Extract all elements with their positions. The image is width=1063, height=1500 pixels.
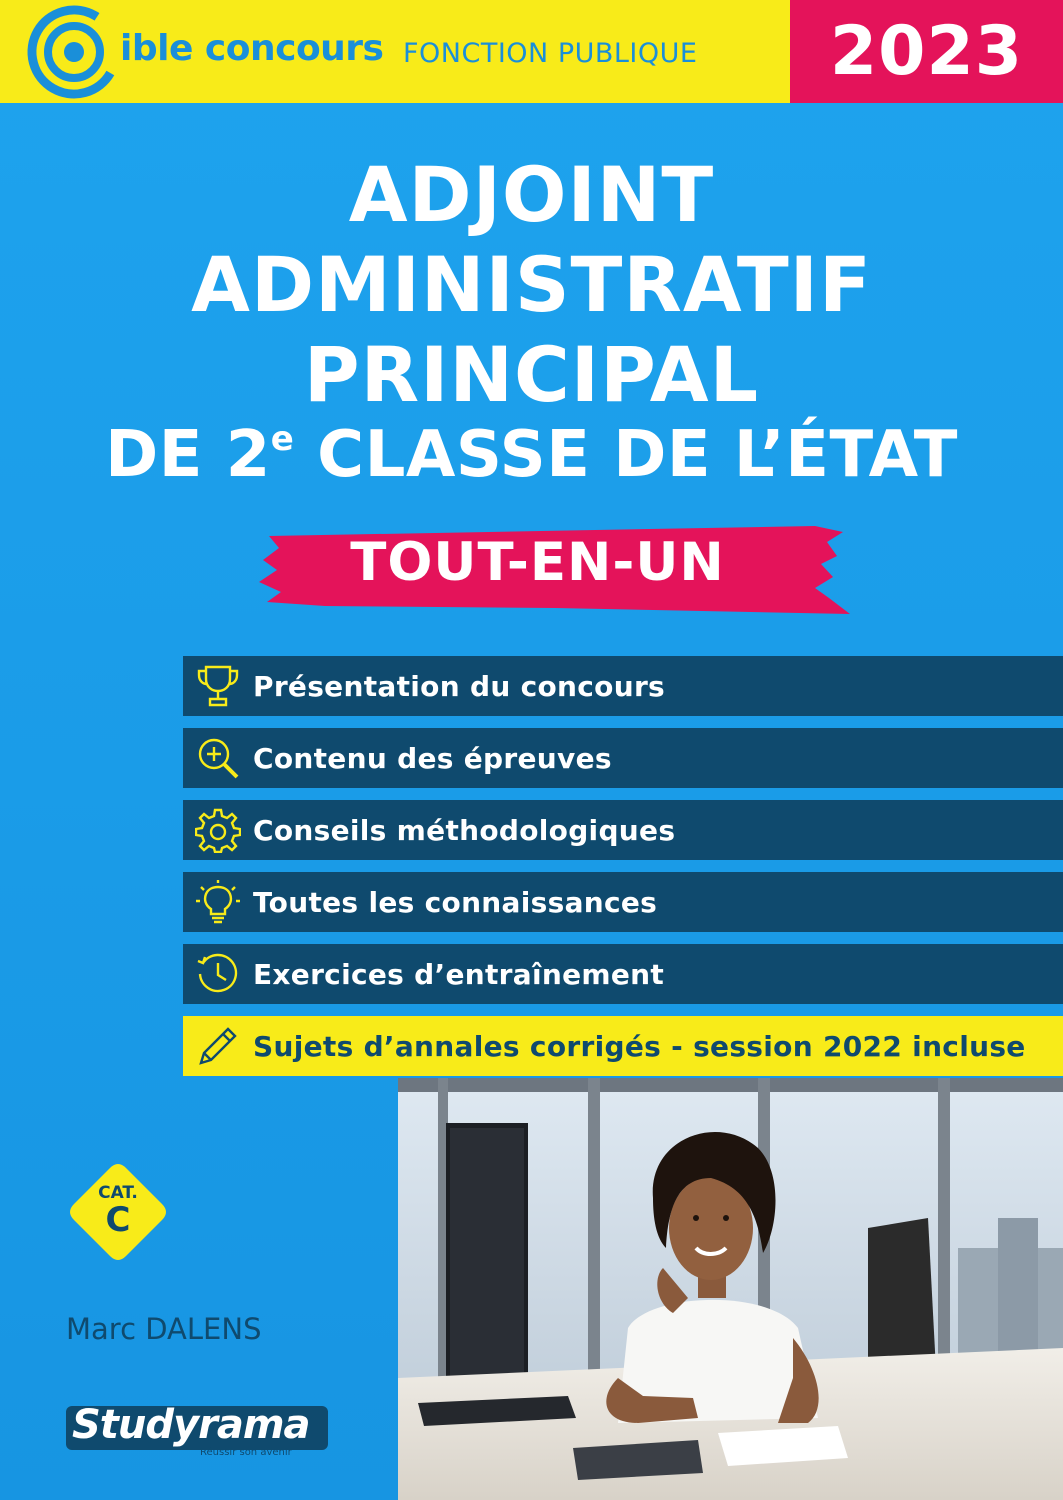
cible-logo-icon	[24, 4, 120, 100]
feature-exercices	[183, 944, 1063, 1004]
category-label: CAT.	[98, 1183, 138, 1203]
magnifier-plus-icon	[183, 728, 253, 788]
tagline: TOUT-EN-UN	[350, 532, 725, 593]
pencil-icon	[183, 1016, 253, 1076]
feature-contenu	[183, 728, 1063, 788]
feature-presentation	[183, 656, 1063, 716]
clock-icon	[183, 944, 253, 1004]
trophy-icon	[183, 656, 253, 716]
title-line-4-start: DE 2	[105, 418, 271, 492]
title-line-4	[0, 418, 1063, 492]
title-line-3: PRINCIPAL	[303, 330, 760, 419]
title-superscript: e	[270, 419, 295, 459]
title-line-4-end: CLASSE DE L’ÉTAT	[294, 418, 958, 492]
lightbulb-icon	[183, 872, 253, 932]
publisher-name: Studyrama	[72, 1402, 310, 1448]
feature-label: Contenu des épreuves	[253, 741, 612, 775]
feature-connaissances	[183, 872, 1063, 932]
publisher-slogan: Réussir son avenir	[200, 1447, 292, 1458]
title-line-1: ADJOINT	[348, 150, 715, 239]
year-text: 2023	[829, 12, 1024, 91]
feature-annales	[183, 1016, 1063, 1076]
feature-label: Présentation du concours	[253, 669, 666, 703]
title-line-2: ADMINISTRATIF	[191, 240, 872, 329]
gear-icon	[183, 800, 253, 860]
feature-conseils	[183, 800, 1063, 860]
author-name: Marc DALENS	[66, 1312, 262, 1346]
feature-label: Conseils méthodologiques	[253, 813, 676, 847]
brand-name: ible concours	[120, 28, 384, 69]
brand-subtitle: FONCTION PUBLIQUE	[403, 38, 698, 69]
feature-label: Sujets d’annales corrigés - session 2022 incluse	[253, 1029, 1026, 1063]
feature-label: Toutes les connaissances	[253, 885, 658, 919]
category-value: C	[105, 1200, 131, 1240]
year-badge	[790, 0, 1063, 103]
feature-label: Exercices d’entraînement	[253, 957, 665, 991]
cover-photo	[398, 1078, 1063, 1500]
